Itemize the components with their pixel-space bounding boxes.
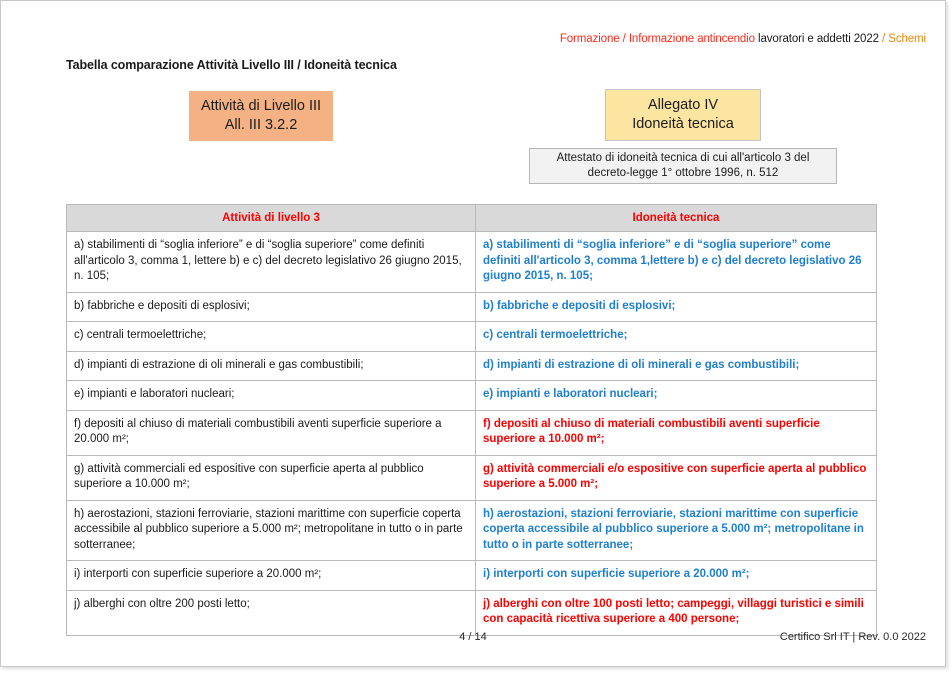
breadcrumb-segment-3[interactable]: Schemi	[888, 33, 926, 45]
attestato-line-2: decreto-legge 1° ottobre 1996, n. 512	[587, 167, 779, 179]
page-title: Tabella comparazione Attività Livello III / Idoneità tecnica	[66, 58, 397, 72]
cell-idoneita: g) attività commerciali e/o espositive con superficie aperta al pubblico superiore a 5.000 m²;	[476, 455, 877, 500]
table-row	[67, 292, 877, 322]
box-allegato-line-1: Allegato IV	[647, 97, 719, 113]
cell-idoneita: f) depositi al chiuso di materiali combustibili aventi superficie superiore a 10.000 m²;	[476, 410, 877, 455]
cell-attivita: g) attività commerciali ed espositive con superficie aperta al pubblico superiore a 10.000 m²;	[67, 455, 476, 500]
cell-idoneita: j) alberghi con oltre 100 posti letto; campeggi, villaggi turistici e simili con capacità ricettiva superiore a 400 persone;	[476, 590, 877, 635]
table-row	[67, 322, 877, 352]
box-allegato-iv	[605, 89, 761, 141]
table-header-attivita: Attività di livello 3	[67, 205, 476, 232]
cell-attivita: b) fabbriche e depositi di esplosivi;	[67, 292, 476, 322]
cell-attivita: i) interporti con superficie superiore a 20.000 m²;	[67, 561, 476, 591]
footer-page-number: 4 / 14	[459, 631, 487, 643]
table-row	[67, 500, 877, 561]
breadcrumb-segment-1[interactable]: Formazione / Informazione antincendio	[559, 33, 755, 45]
box-attivita-line-1: Attività di Livello III	[200, 98, 322, 114]
cell-attivita: a) stabilimenti di “soglia inferiore” e di “soglia superiore” come definiti all'articolo 3, comma 1, lettere b) e c) del decreto legislativo 26 giugno 2015, n. 105;	[67, 232, 476, 293]
cell-idoneita: d) impianti di estrazione di oli minerali e gas combustibili;	[476, 351, 877, 381]
comparison-table	[66, 204, 877, 636]
breadcrumb-segment-2: lavoratori e addetti 2022	[758, 33, 879, 45]
cell-attivita: e) impianti e laboratori nucleari;	[67, 381, 476, 411]
attestato-box	[529, 148, 837, 184]
attestato-line-1: Attestato di idoneità tecnica di cui all'articolo 3 del	[556, 152, 810, 164]
table-row	[67, 590, 877, 635]
cell-idoneita: e) impianti e laboratori nucleari;	[476, 381, 877, 411]
cell-idoneita: c) centrali termoelettriche;	[476, 322, 877, 352]
cell-idoneita: i) interporti con superficie superiore a 20.000 m²;	[476, 561, 877, 591]
table-row	[67, 351, 877, 381]
table-row	[67, 381, 877, 411]
table-body	[67, 232, 877, 636]
box-attivita-livello-3	[189, 91, 333, 141]
cell-attivita: d) impianti di estrazione di oli minerali e gas combustibili;	[67, 351, 476, 381]
footer-copyright: Certifico Srl IT | Rev. 0.0 2022	[779, 631, 926, 643]
cell-attivita: c) centrali termoelettriche;	[67, 322, 476, 352]
table-header-row	[67, 205, 877, 232]
cell-attivita: f) depositi al chiuso di materiali combustibili aventi superficie superiore a 20.000 m²;	[67, 410, 476, 455]
breadcrumb	[560, 32, 926, 46]
table-row	[67, 455, 877, 500]
box-attivita-line-2: All. III 3.2.2	[224, 117, 298, 133]
cell-attivita: h) aerostazioni, stazioni ferroviarie, stazioni marittime con superficie coperta accessibile al pubblico superiore a 5.000 m²; metropolitane in tutto o in parte sotterranee;	[67, 500, 476, 561]
cell-idoneita: h) aerostazioni, stazioni ferroviarie, stazioni marittime con superficie coperta accessibile al pubblico superiore a 5.000 m²; metropolitane in tutto o in parte sotterranee;	[476, 500, 877, 561]
table-header-idoneita: Idoneità tecnica	[476, 205, 877, 232]
breadcrumb-separator: /	[882, 33, 886, 45]
cell-idoneita: b) fabbriche e depositi di esplosivi;	[476, 292, 877, 322]
cell-idoneita: a) stabilimenti di “soglia inferiore” e di “soglia superiore” come definiti all'articolo 3, comma 1,lettere b) e c) del decreto legislativo 26 giugno 2015, n. 105;	[476, 232, 877, 293]
cell-attivita: j) alberghi con oltre 200 posti letto;	[67, 590, 476, 635]
box-allegato-line-2: Idoneità tecnica	[632, 116, 734, 132]
table-row	[67, 561, 877, 591]
table-row	[67, 232, 877, 293]
table-row	[67, 410, 877, 455]
